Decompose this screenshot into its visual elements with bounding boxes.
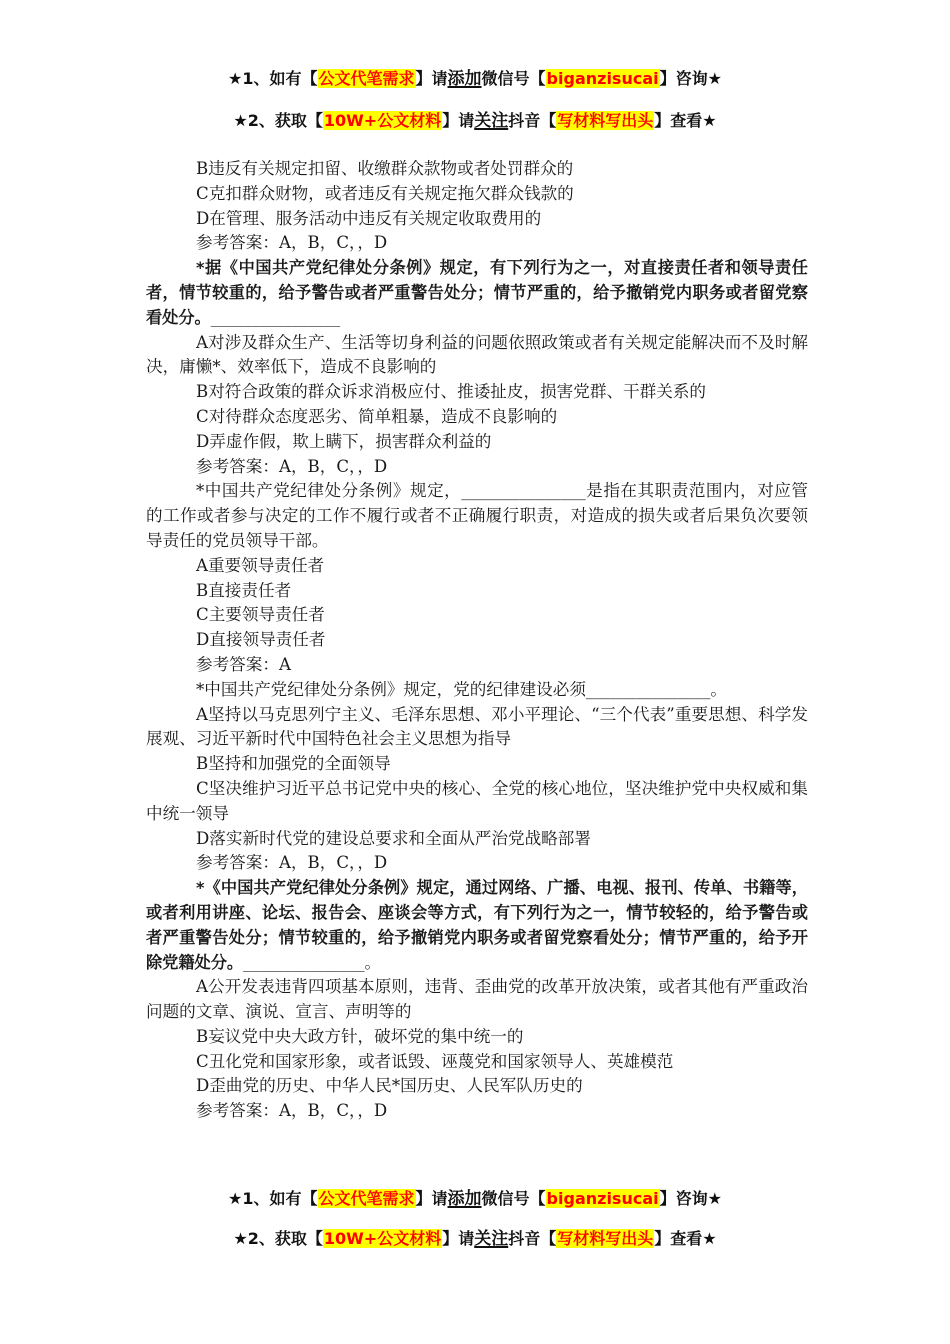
highlight-materials: 10W+公文材料 [323,111,442,130]
option-line: A重要领导责任者 [196,555,325,575]
highlight-wechat-id: biganzisucai [546,1189,659,1208]
highlight-douyin-account: 写材料写出头 [557,111,654,130]
option-line: B对符合政策的群众诉求消极应付、推诿扯皮，损害党群、干群关系的 [196,382,707,402]
option-line: C坚决维护习近平总书记党中央的核心、全党的核心地位，坚决维护党中央权威和集中统一领导 [146,778,808,823]
banner-text: 】请 [442,1229,475,1248]
banner-text: 抖音【 [508,111,557,130]
highlight-materials: 10W+公文材料 [323,1229,442,1248]
option-line: B直接责任者 [196,580,292,600]
banner-text: ★1、如有【 [228,1189,318,1208]
option-line: A坚持以马克思列宁主义、毛泽东思想、邓小平理论、“三个代表”重要思想、科学发展观、习近平新时代中国特色社会主义思想为指导 [146,704,808,749]
option-line: B违反有关规定扣留、收缴群众款物或者处罚群众的 [196,159,574,178]
top-banner-line-1 [0,68,950,90]
banner-text: 】查看★ [654,1229,717,1248]
option-line: A公开发表违背四项基本原则，违背、歪曲党的改革开放决策，或者其他有严重政治问题的文章、演说、宣言、声明等的 [146,977,808,1022]
underlined-add: 添加 [447,69,482,89]
highlight-service: 公文代笔需求 [318,69,415,88]
question-bold [146,256,808,330]
answer-line: 参考答案：A，B，C，，D [196,853,388,873]
question-end: 。 [364,952,381,972]
question-content [146,157,808,1124]
option-line: D直接领导责任者 [196,630,326,650]
question-bold [146,876,808,975]
answer-blank: ________________ [210,307,341,327]
option-line: A对涉及群众生产、生活等切身利益的问题依照政策或者有关规定能解决而不及时解决，庸懒*、效率低下，造成不良影响的 [146,332,808,377]
banner-text: 】请 [415,69,448,88]
banner-text: 抖音【 [508,1229,557,1248]
question-line: *中国共产党纪律处分条例》规定，_______________是指在其职责范围内，对应管的工作或者参与决定的工作不履行或者不正确履行职责，对造成的损失或者后果负次要领导责任的党员领导干部。 [146,481,808,550]
highlight-douyin-account: 写材料写出头 [557,1229,654,1248]
question-text: *《中国共产党纪律处分条例》规定，通过网络、广播、电视、报刊、传单、书籍等，或者利用讲座、论坛、报告会、座谈会等方式，有下列行为之一，情节较轻的，给予警告或者严重警告处分；情节较重的，给予撤销党内职务或者留党察看处分；情节严重的，给予开除党籍处分。 [146,878,808,972]
top-banner-line-2 [0,110,950,132]
answer-line: 参考答案：A，B，C，，D [196,233,388,253]
banner-text: 】咨询★ [659,69,722,88]
option-line: C丑化党和国家形象，或者诋毁、诬蔑党和国家领导人、英雄模范 [196,1051,674,1071]
option-line: D弄虚作假，欺上瞒下，损害群众利益的 [196,431,492,451]
banner-text: 微信号【 [481,1189,546,1208]
highlight-wechat-id: biganzisucai [546,69,659,88]
answer-line: 参考答案：A [196,654,291,674]
bottom-banner-line-2 [0,1228,950,1250]
banner-text: 】请 [442,111,475,130]
option-line: C对待群众态度恶劣、简单粗暴，造成不良影响的 [196,406,558,426]
option-line: D在管理、服务活动中违反有关规定收取费用的 [196,208,542,228]
option-line: B妄议党中央大政方针，破坏党的集中统一的 [196,1026,524,1046]
banner-text: 微信号【 [481,69,546,88]
option-line: D歪曲党的历史、中华人民*国历史、人民军队历史的 [196,1076,583,1096]
question-line: *中国共产党纪律处分条例》规定，党的纪律建设必须_______________。 [196,679,727,699]
banner-text: 】请 [415,1189,448,1208]
option-line: C主要领导责任者 [196,605,325,625]
banner-text: ★2、获取【 [233,111,323,130]
answer-blank: _______________ [243,952,365,972]
banner-text: 】咨询★ [659,1189,722,1208]
banner-text: ★2、获取【 [233,1229,323,1248]
option-line: C克扣群众财物，或者违反有关规定拖欠群众钱款的 [196,183,574,203]
answer-line: 参考答案：A，B，C，，D [196,1101,388,1121]
banner-text: ★1、如有【 [228,69,318,88]
option-line: D落实新时代党的建设总要求和全面从严治党战略部署 [196,828,591,848]
underlined-follow: 关注 [474,111,509,131]
bottom-banner-line-1 [0,1188,950,1210]
underlined-follow: 关注 [474,1229,509,1249]
underlined-add: 添加 [447,1189,482,1209]
question-text: *据《中国共产党纪律处分条例》规定，有下列行为之一，对直接责任者和领导责任者，情节较重的，给予警告或者严重警告处分；情节严重的，给予撤销党内职务或者留党察看处分。 [146,258,808,327]
answer-line: 参考答案：A，B，C，，D [196,456,388,476]
option-line: B坚持和加强党的全面领导 [196,754,391,774]
highlight-service: 公文代笔需求 [318,1189,415,1208]
banner-text: 】查看★ [654,111,717,130]
